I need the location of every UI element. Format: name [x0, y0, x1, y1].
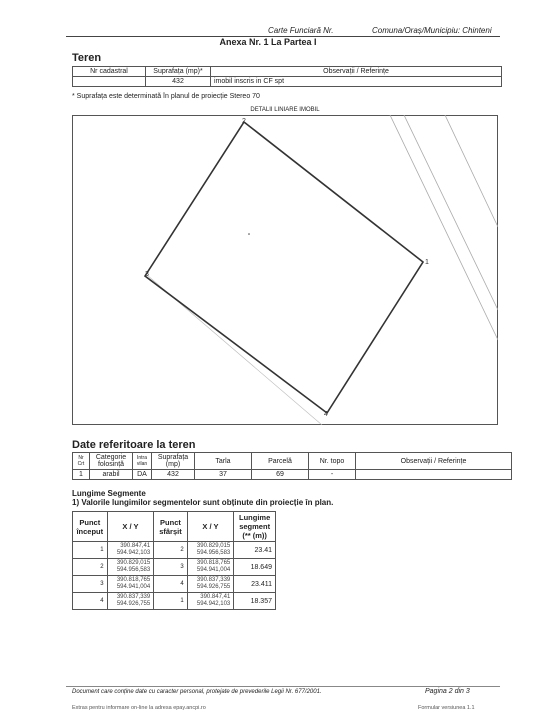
- cell-suprafata: 432: [146, 77, 211, 87]
- cell-length: 23.41: [234, 542, 276, 559]
- point-label-2: 2: [242, 118, 246, 125]
- header-suprafata: Suprafața (mp)*: [146, 67, 211, 77]
- table-header-row: [73, 512, 276, 542]
- cell-punct-start: 2: [73, 559, 108, 576]
- header-categorie: Categorie folosință: [90, 453, 133, 470]
- cell-tarla: 37: [195, 470, 252, 480]
- parcel-center-mark: [248, 233, 250, 235]
- date-referitoare-title: Date referitoare la teren: [72, 439, 196, 451]
- header-observatii: Observații / Referințe: [211, 67, 502, 77]
- cell-punct-end: 2: [154, 542, 187, 559]
- header-suprafata: Suprafața (mp): [152, 453, 195, 470]
- lungime-table: [72, 511, 276, 610]
- header-intravilan: Intra vilan: [133, 453, 152, 470]
- table-row: [73, 542, 276, 559]
- point-label-4: 4: [324, 411, 328, 418]
- point-label-3: 3: [145, 271, 149, 278]
- cell-coords-end: 390.818,765 594.941,004: [187, 559, 234, 576]
- neighbor-line-2: [404, 115, 498, 310]
- date-referitoare-table: [72, 452, 512, 480]
- header-nr-cadastral: Nr cadastral: [73, 67, 146, 77]
- location-label: Comuna/Oraș/Municipiu: Chinteni: [372, 26, 492, 35]
- plan-title: DETALII LINIARE IMOBIL: [250, 107, 320, 113]
- cell-punct-start: 3: [73, 576, 108, 593]
- header-nr-topo: Nr. topo: [309, 453, 356, 470]
- footer-extras: Extras pentru informare on-line la adresa epay.ancpi.ro: [72, 705, 206, 711]
- table-header-row: [73, 67, 502, 77]
- footer-versiune: Formular versiunea 1.1: [418, 705, 475, 711]
- cell-suprafata: 432: [152, 470, 195, 480]
- cell-observatii: [356, 470, 512, 480]
- cell-length: 18.649: [234, 559, 276, 576]
- header-nr-crt: Nr Crt: [73, 453, 90, 470]
- cell-nr-topo: -: [309, 470, 356, 480]
- cell-length: 18.357: [234, 593, 276, 610]
- header-parcela: Parcelă: [252, 453, 309, 470]
- cell-coords-end: 390.847,41 594.942,103: [187, 593, 234, 610]
- header-xy-1: X / Y: [107, 512, 154, 542]
- table-row: [73, 470, 512, 480]
- header-punct-inceput: Punct început: [73, 512, 108, 542]
- header-punct-sfarsit: Punct sfârșit: [154, 512, 187, 542]
- cell-coords-end: 390.837,339 594.926,755: [187, 576, 234, 593]
- cell-coords-start: 390.818,765 594.941,004: [107, 576, 154, 593]
- carte-funciara-label: Carte Funciară Nr.: [268, 26, 334, 35]
- table-row: [73, 593, 276, 610]
- neighbor-line-1: [390, 115, 498, 340]
- cell-punct-end: 1: [154, 593, 187, 610]
- neighbor-line-3: [445, 115, 498, 227]
- cell-punct-start: 4: [73, 593, 108, 610]
- header-lungime: Lungime segment (** (m)): [234, 512, 276, 542]
- teren-table: [72, 66, 502, 87]
- cell-nr-crt: 1: [73, 470, 90, 480]
- cell-coords-start: 390.829,015 594.956,583: [107, 559, 154, 576]
- table-row: [73, 576, 276, 593]
- cell-nr-cadastral: [73, 77, 146, 87]
- cell-coords-start: 390.847,41 594.942,103: [107, 542, 154, 559]
- table-row: [73, 559, 276, 576]
- header-observatii: Observații / Referințe: [356, 453, 512, 470]
- footer-disclaimer: Document care conține date cu caracter personal, protejate de prevederile Legii Nr. 677/2001.: [72, 689, 322, 695]
- cell-punct-start: 1: [73, 542, 108, 559]
- anexa-title: Anexa Nr. 1 La Partea I: [219, 37, 317, 47]
- cell-length: 23.411: [234, 576, 276, 593]
- plan-frame: [73, 116, 498, 425]
- header-tarla: Tarla: [195, 453, 252, 470]
- cell-categorie: arabil: [90, 470, 133, 480]
- lungime-title: Lungime Segmente: [72, 489, 146, 498]
- table-header-row: [73, 453, 512, 470]
- page-number: Pagina 2 din 3: [425, 688, 470, 695]
- cell-coords-start: 390.837,339 594.926,755: [107, 593, 154, 610]
- cell-parcela: 69: [252, 470, 309, 480]
- cell-punct-end: 3: [154, 559, 187, 576]
- cell-coords-end: 390.829,015 594.956,583: [187, 542, 234, 559]
- footer-divider: [66, 686, 500, 687]
- teren-title: Teren: [72, 52, 102, 64]
- cell-intravilan: DA: [133, 470, 152, 480]
- point-label-1: 1: [425, 259, 429, 266]
- lungime-subtitle: 1) Valorile lungimilor segmentelor sunt obținute din proiecție în plan.: [72, 498, 334, 507]
- projection-note: * Suprafața este determinată în planul de proiecție Stereo 70: [72, 93, 260, 100]
- cell-punct-end: 4: [154, 576, 187, 593]
- parcel-boundary: [145, 122, 423, 413]
- header-xy-2: X / Y: [187, 512, 234, 542]
- table-row: [73, 77, 502, 87]
- plan-drawing: [72, 115, 498, 425]
- cell-observatii: imobil inscris in CF spt: [211, 77, 502, 87]
